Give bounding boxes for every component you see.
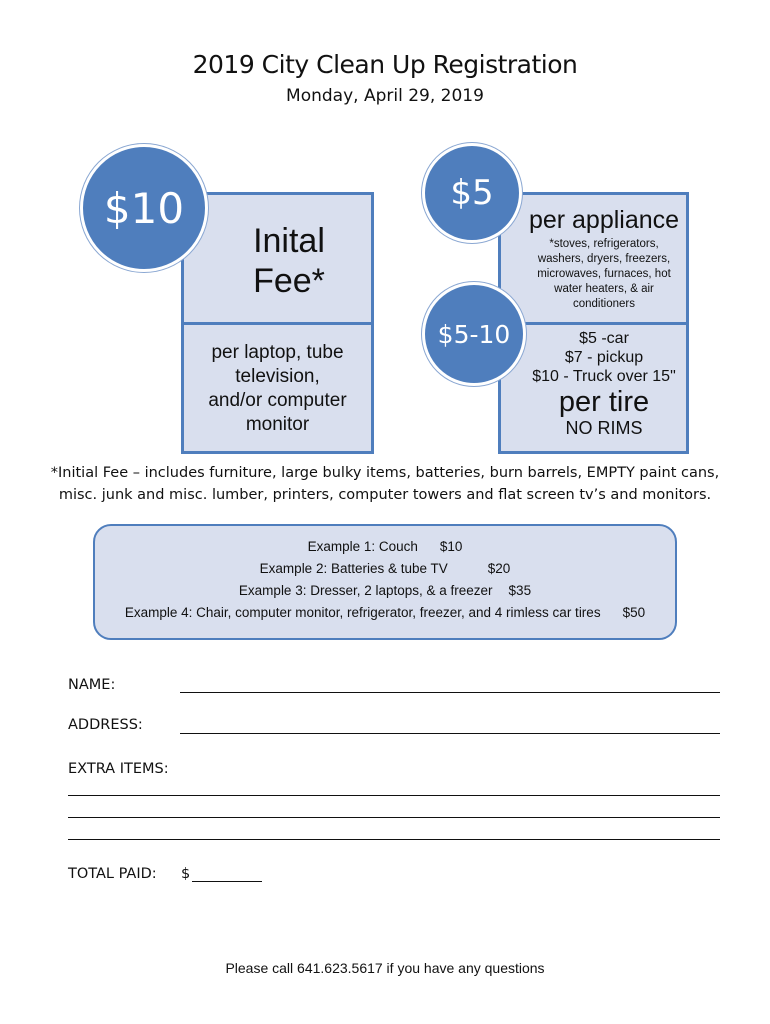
laptop-line2: television, <box>235 366 320 387</box>
laptop-box <box>181 322 374 454</box>
appliance-line2: washers, dryers, freezers, <box>537 253 671 265</box>
appliance-line3: microwaves, furnaces, hot <box>537 268 671 280</box>
laptop-line4: monitor <box>245 414 310 435</box>
total-paid-label: TOTAL PAID: <box>68 866 157 882</box>
example-label: Example 2: Batteries & tube TV <box>259 561 448 576</box>
tire-pickup: $7 - pickup <box>564 349 644 366</box>
name-label: NAME: <box>68 677 116 693</box>
dollar-sign: $ <box>181 866 191 882</box>
note-line2: misc. junk and misc. lumber, printers, computer towers and flat screen tv’s and monitors. <box>58 487 712 503</box>
example-amount: $35 <box>508 583 532 598</box>
initial-fee-price-badge <box>80 144 208 272</box>
example-row <box>95 583 675 598</box>
example-row <box>95 605 675 620</box>
laptop-line3: and/or computer <box>208 390 347 411</box>
fee-label-line2: Fee* <box>253 262 325 300</box>
extra-items-line-3[interactable] <box>68 839 720 840</box>
example-amount: $10 <box>439 539 463 554</box>
appliance-price-badge <box>422 143 522 243</box>
fee-label-line1: Inital <box>253 222 325 260</box>
tire-note: NO RIMS <box>565 418 643 438</box>
contact-footer: Please call 641.623.5617 if you have any questions <box>225 960 545 976</box>
address-label: ADDRESS: <box>68 717 143 733</box>
tire-title: per tire <box>558 386 650 418</box>
total-paid-field[interactable] <box>192 881 262 882</box>
example-label: Example 3: Dresser, 2 laptops, & a freezer <box>238 583 493 598</box>
extra-items-label: EXTRA ITEMS: <box>68 761 169 777</box>
extra-items-line-2[interactable] <box>68 817 720 818</box>
initial-fee-note <box>50 462 720 506</box>
page-title: 2019 City Clean Up Registration <box>192 50 578 79</box>
initial-fee-box <box>181 192 374 325</box>
example-label: Example 4: Chair, computer monitor, refrigerator, freezer, and 4 rimless car tires <box>124 605 601 620</box>
extra-items-line-1[interactable] <box>68 795 720 796</box>
note-line1: *Initial Fee – includes furniture, large bulky items, batteries, burn barrels, EMPTY paint cans, <box>50 465 720 481</box>
example-amount: $20 <box>487 561 511 576</box>
appliance-line1: *stoves, refrigerators, <box>549 238 659 250</box>
name-field[interactable] <box>180 692 720 693</box>
examples-box <box>93 524 677 640</box>
tire-car: $5 -car <box>579 330 629 347</box>
tire-box <box>498 322 689 454</box>
initial-fee-price: $10 <box>103 183 185 233</box>
appliance-line4: water heaters, & air <box>554 283 654 295</box>
address-field[interactable] <box>180 733 720 734</box>
event-date: Monday, April 29, 2019 <box>286 86 484 106</box>
tire-truck: $10 - Truck over 15" <box>532 368 676 385</box>
example-row <box>95 561 675 576</box>
appliance-title: per appliance <box>528 206 680 234</box>
appliance-box <box>498 192 689 325</box>
laptop-line1: per laptop, tube <box>211 342 344 363</box>
tire-price-badge <box>422 282 526 386</box>
example-row <box>95 539 675 554</box>
example-amount: $50 <box>622 605 646 620</box>
appliance-price: $5 <box>450 173 494 213</box>
example-label: Example 1: Couch <box>307 539 418 554</box>
appliance-line5: conditioners <box>572 298 635 310</box>
tire-price: $5-10 <box>437 319 511 349</box>
